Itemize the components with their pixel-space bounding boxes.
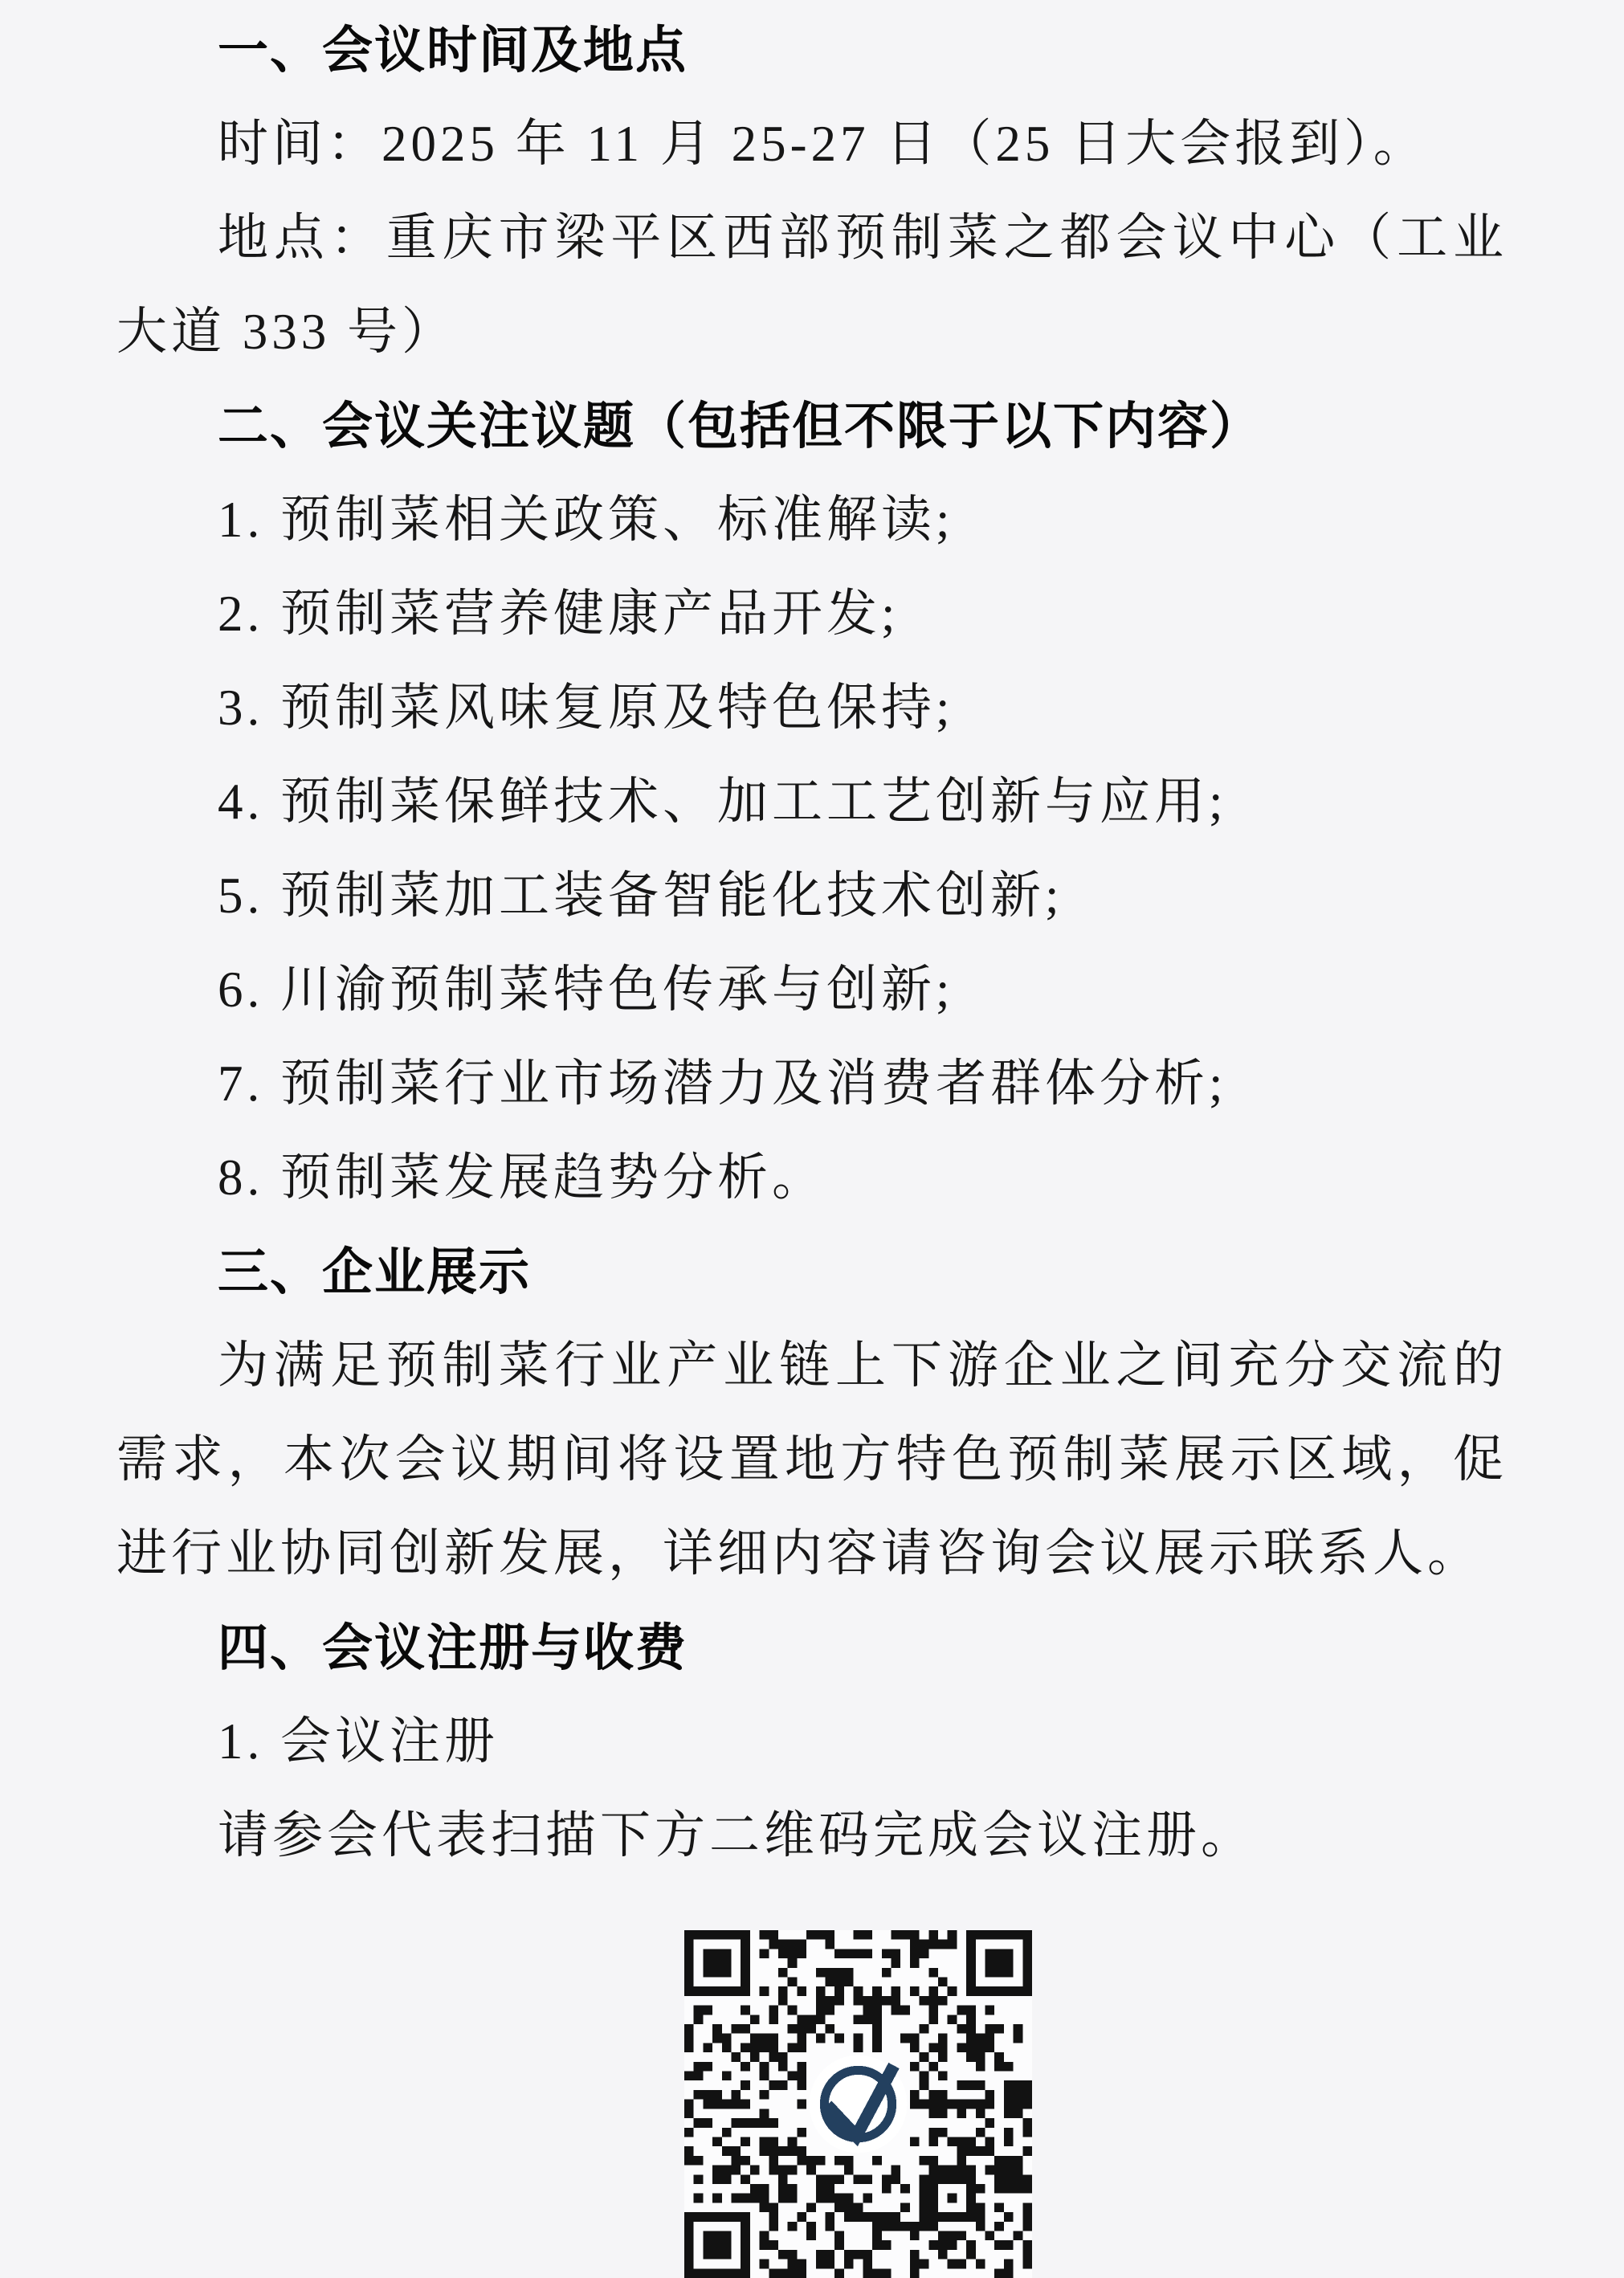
venue-line: 地点：重庆市梁平区西部预制菜之都会议中心（工业大道 333 号）	[116, 210, 1508, 360]
exhibition-paragraph: 为满足预制菜行业产业链上下游企业之间充分交流的需求，本次会议期间将设置地方特色预制菜展示区域，促进行业协同创新发展，详细内容请咨询会议展示联系人。	[116, 1337, 1508, 1582]
section-1-heading: 一、会议时间及地点	[218, 21, 688, 80]
topic-item-8: 8. 预制菜发展趋势分析。	[218, 1149, 826, 1206]
topic-item-1: 1. 预制菜相关政策、标准解读;	[218, 492, 954, 548]
time-line: 时间：2025 年 11 月 25-27 日（25 日大会报到）。	[218, 116, 1428, 172]
topic-item-5: 5. 预制菜加工装备智能化技术创新;	[218, 868, 1063, 924]
section-4-heading: 四、会议注册与收费	[218, 1619, 688, 1677]
check-circle-icon	[809, 2056, 907, 2153]
registration-subheading: 1. 会议注册	[218, 1713, 499, 1770]
registration-qr-code	[684, 1930, 1032, 2278]
topic-item-3: 3. 预制菜风味复原及特色保持;	[218, 680, 954, 736]
registration-instruction: 请参会代表扫描下方二维码完成会议注册。	[218, 1807, 1255, 1864]
qr-code-graphic	[684, 1930, 1032, 2278]
section-3-heading: 三、企业展示	[218, 1243, 531, 1301]
topic-item-2: 2. 预制菜营养健康产品开发;	[218, 586, 900, 642]
section-2-heading: 二、会议关注议题（包括但不限于以下内容）	[218, 397, 1262, 455]
topic-item-7: 7. 预制菜行业市场潜力及消费者群体分析;	[218, 1055, 1227, 1112]
topic-item-6: 6. 川渝预制菜特色传承与创新;	[218, 961, 954, 1018]
topic-item-4: 4. 预制菜保鲜技术、加工工艺创新与应用;	[218, 774, 1227, 830]
